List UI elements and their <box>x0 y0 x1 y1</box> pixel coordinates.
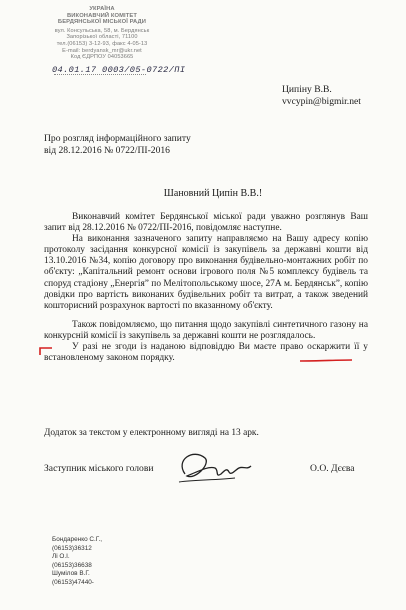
paragraph-documents: На виконання зазначеного запиту направляємо на Вашу адресу копію протоколу засідання конкурсної комісії із закупівель за державні кошти від 13.10.2016 №34, копію договору про виконання будівельно-монтажних робіт по об'єкту: „Капітальний ремонт основи ігрового поля №5 комплексу будівель та споруд стадіону „Енергія” по Мелітопольському шосе, 27А м. Бердянськ”, копію довідки про вартість виконаних будівельних робіт та витрат, а також зведений кошторисний розрахунок вартості по вказанному об'єкту. <box>44 234 369 311</box>
recipient-name: Ципіну В.В. <box>282 84 332 95</box>
letterhead-address-4: E-mail: berdyansk_mr@ukr.net <box>62 47 142 54</box>
letter-body <box>44 212 368 364</box>
subject-block <box>44 133 191 157</box>
signatory-title: Заступник міського голови <box>44 463 154 474</box>
executor-3-name: Шумілов В.Г. <box>52 570 90 578</box>
letterhead-address-3: тел.(06153) 3-12-93, факс 4-05-13 <box>56 40 148 47</box>
subject-line-2: від 28.12.2016 № 0722/ПІ-2016 <box>44 145 170 156</box>
handwritten-signature <box>165 440 255 490</box>
letterhead-org-1: УКРАЇНА <box>89 6 115 12</box>
letterhead-org-2: ВИКОНАВЧИЙ КОМІТЕТ <box>67 12 137 19</box>
executor-3-phone: (06153)47440- <box>52 578 94 586</box>
letterhead-address-1: вул. Консульська, 58, м. Бердянськ <box>54 27 150 34</box>
letterhead-address-2: Запорізької області, 71100 <box>66 34 138 41</box>
letterhead-stamp <box>52 6 186 102</box>
executor-1-name: Бондаренко С.Г., <box>52 536 103 543</box>
executor-2-phone: (06153)36638 <box>52 561 92 569</box>
letterhead-address-5: Код ЄДРПОУ 04053665 <box>70 54 134 61</box>
salutation: Шановний Ципін В.В.! <box>163 188 263 199</box>
paragraph-appeal: У разі не згоди із наданою відповіддю Ви маєте право оскаржити її у встановленому законом порядку. <box>44 342 368 364</box>
recipient-block <box>282 84 361 108</box>
executor-1-phone: (06153)36312 <box>52 544 92 552</box>
executor-2-name: Лі О.І. <box>52 553 70 561</box>
addendum-note: Додаток за текстом у електронному вигляді на 13 арк. <box>44 428 259 438</box>
registration-number: 04.01.17 0003/05-0722/ПІ <box>52 64 186 75</box>
paragraph-intro: Виконавчий комітет Бердянської міської ради уважно розглянув Ваш запит від 28.12.2016 № 0722/ПІ-2016, повідомляє наступне. <box>44 212 368 234</box>
recipient-email: vvcypin@bigmir.net <box>282 96 361 107</box>
subject-line-1: Про розгляд інформаційного запиту <box>44 133 191 144</box>
paragraph-notice: Також повідомляємо, що питання щодо закупівлі синтетичного газону на конкурсній комісії із закупівель за державні кошти не розглядалось. <box>44 319 368 341</box>
executors-footer <box>52 536 102 588</box>
letterhead-org-3: БЕРДЯНСЬКОЇ МІСЬКОЇ РАДИ <box>57 19 147 26</box>
signatory-name: О.О. Дєєва <box>310 463 355 474</box>
